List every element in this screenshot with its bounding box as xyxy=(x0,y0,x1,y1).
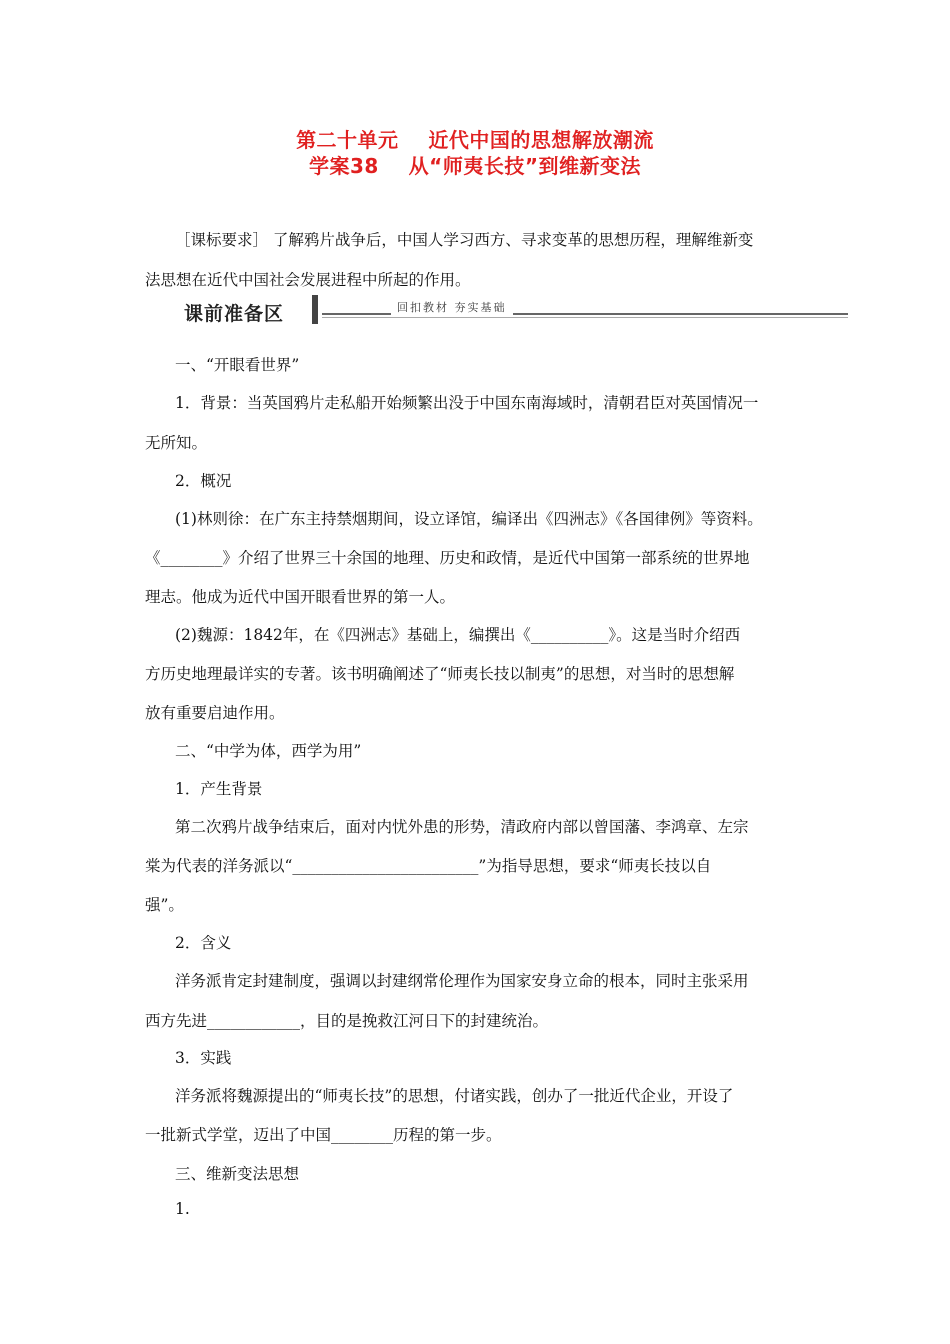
curriculum-requirement-line-2: 法思想在近代中国社会发展进程中所起的作用。 xyxy=(145,271,471,289)
subheading: 1．产生背景 xyxy=(175,780,263,798)
section-heading-1: 一、“开眼看世界” xyxy=(175,356,300,374)
paragraph-line: (1)林则徐：在广东主持禁烟期间，设立译馆，编译出《四洲志》《各国律例》等资料。 xyxy=(175,510,763,528)
banner-subtitle: 回扣教材 夯实基础 xyxy=(391,299,513,315)
lesson-title: 学案38 从“师夷长技”到维新变法 xyxy=(309,154,641,178)
paragraph-line: 强”。 xyxy=(145,896,184,914)
paragraph-line: 洋务派肯定封建制度，强调以封建纲常伦理作为国家安身立命的根本，同时主张采用 xyxy=(175,972,749,990)
paragraph-line: 一批新式学堂，迈出了中国________历程的第一步。 xyxy=(145,1126,502,1144)
section-heading-3: 三、维新变法思想 xyxy=(175,1165,300,1183)
banner-title: 课前准备区 xyxy=(184,303,285,325)
subheading: 2．含义 xyxy=(175,934,232,952)
paragraph-line: 1．背景：当英国鸦片走私船开始频繁出没于中国东南海域时，清朝君臣对英国情况一 xyxy=(175,394,759,412)
paragraph-line: 棠为代表的洋务派以“________________________”为指导思想，要求“师夷长技以自 xyxy=(145,857,712,875)
curriculum-requirement-line-1: ［课标要求］ 了解鸦片战争后，中国人学习西方、寻求变革的思想历程，理解维新变 xyxy=(175,231,754,249)
banner-divider-bar xyxy=(312,295,318,324)
subheading: 2．概况 xyxy=(175,472,232,490)
paragraph-line: 无所知。 xyxy=(145,434,208,452)
subheading: 1. xyxy=(175,1200,190,1218)
section-heading-2: 二、“中学为体，西学为用” xyxy=(175,742,362,760)
unit-title: 第二十单元 近代中国的思想解放潮流 xyxy=(296,128,654,152)
paragraph-line: 洋务派将魏源提出的“师夷长技”的思想，付诸实践，创办了一批近代企业，开设了 xyxy=(175,1087,734,1105)
paragraph-line: 放有重要启迪作用。 xyxy=(145,704,285,722)
subheading: 3．实践 xyxy=(175,1049,232,1067)
paragraph-line: (2)魏源：1842年，在《四洲志》基础上，编撰出《__________》。这是当时介绍西 xyxy=(175,626,741,644)
paragraph-line: 《________》介绍了世界三十余国的地理、历史和政情，是近代中国第一部系统的世界地 xyxy=(145,549,750,567)
paragraph-line: 理志。他成为近代中国开眼看世界的第一人。 xyxy=(145,588,456,606)
paragraph-line: 第二次鸦片战争结束后，面对内忧外患的形势，清政府内部以曾国藩、李鸿章、左宗 xyxy=(175,818,749,836)
paragraph-line: 方历史地理最详实的专著。该书明确阐述了“师夷长技以制夷”的思想，对当时的思想解 xyxy=(145,665,735,683)
banner-rule-thin xyxy=(322,317,848,318)
paragraph-line: 西方先进____________，目的是挽救江河日下的封建统治。 xyxy=(145,1012,549,1030)
section-banner xyxy=(176,293,848,327)
